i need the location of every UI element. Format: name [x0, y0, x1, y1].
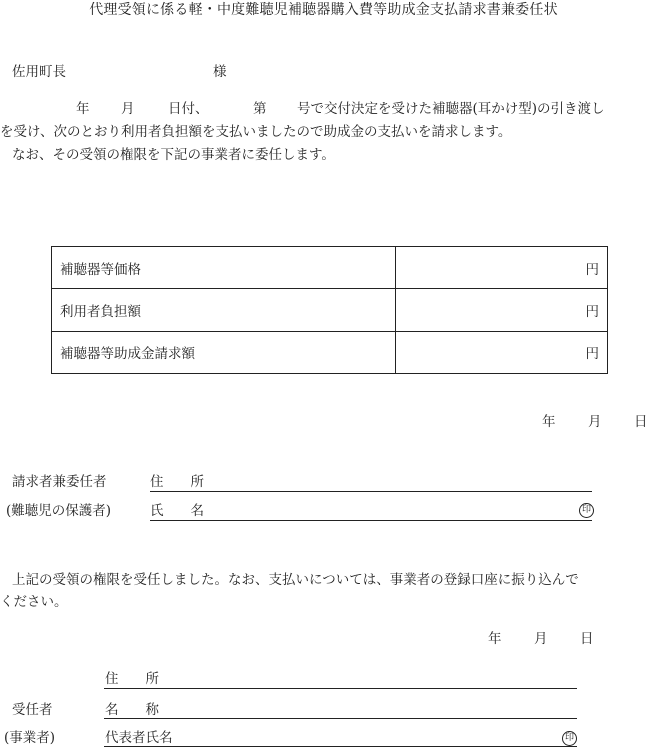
agent-seal-mark: 印 [562, 731, 577, 746]
agent-address-line [104, 688, 577, 689]
amount-unit: 円 [396, 331, 608, 373]
acceptance-line1: 上記の受領の権限を受任しました。なお、支払いについては、事業者の登録口座に振り込んで [12, 572, 579, 588]
amount-label: 利用者負担額 [52, 289, 396, 331]
intro-year: 年 [76, 101, 90, 117]
claimant-address-label: 住 所 [150, 474, 204, 490]
claimant-role-sub: (難聴児の保護者) [6, 503, 112, 519]
claimant-name-line [150, 520, 592, 521]
agent-role-sub: (事業者) [4, 730, 56, 746]
claimant-name-label: 氏 名 [150, 503, 204, 519]
date1-month: 月 [588, 414, 602, 430]
date2-month: 月 [534, 631, 548, 647]
addressee-name: 佐用町長 [12, 64, 66, 80]
amounts-table [51, 246, 608, 374]
document-title: 代理受領に係る軽・中度難聴児補聴器購入費等助成金支払請求書兼委任状 [89, 2, 558, 18]
amount-label: 補聴器等助成金請求額 [52, 331, 396, 373]
table-row [52, 289, 608, 331]
intro-day: 日付、 [168, 101, 209, 117]
agent-company-label: 名 称 [105, 702, 159, 718]
agent-address-label: 住 所 [105, 671, 159, 687]
table-row [52, 331, 608, 373]
intro-line1-text: 号で交付決定を受けた補聴器(耳かけ型)の引き渡し [297, 101, 605, 117]
claimant-seal-mark: 印 [579, 503, 594, 518]
amount-label: 補聴器等価格 [52, 247, 396, 289]
date2-day: 日 [580, 631, 594, 647]
date1-day: 日 [634, 414, 647, 430]
claimant-role-label: 請求者兼委任者 [12, 474, 107, 490]
date2-year: 年 [488, 631, 502, 647]
acceptance-line2: ください。 [0, 594, 68, 610]
intro-line3-text: なお、その受領の権限を下記の事業者に委任します。 [12, 147, 335, 163]
table-row [52, 247, 608, 289]
intro-number-prefix: 第 [253, 101, 267, 117]
claimant-address-line [150, 491, 592, 492]
addressee-honorific: 様 [213, 64, 227, 80]
agent-company-line [104, 718, 577, 719]
agent-representative-label: 代表者氏名 [105, 730, 173, 746]
date1-year: 年 [542, 414, 556, 430]
amount-unit: 円 [396, 289, 608, 331]
amount-unit: 円 [396, 247, 608, 289]
intro-line2-text: を受け、次のとおり利用者負担額を支払いましたので助成金の支払いを請求します。 [0, 124, 512, 140]
agent-role-label: 受任者 [12, 702, 53, 718]
agent-representative-line [104, 746, 577, 747]
intro-month: 月 [121, 101, 135, 117]
